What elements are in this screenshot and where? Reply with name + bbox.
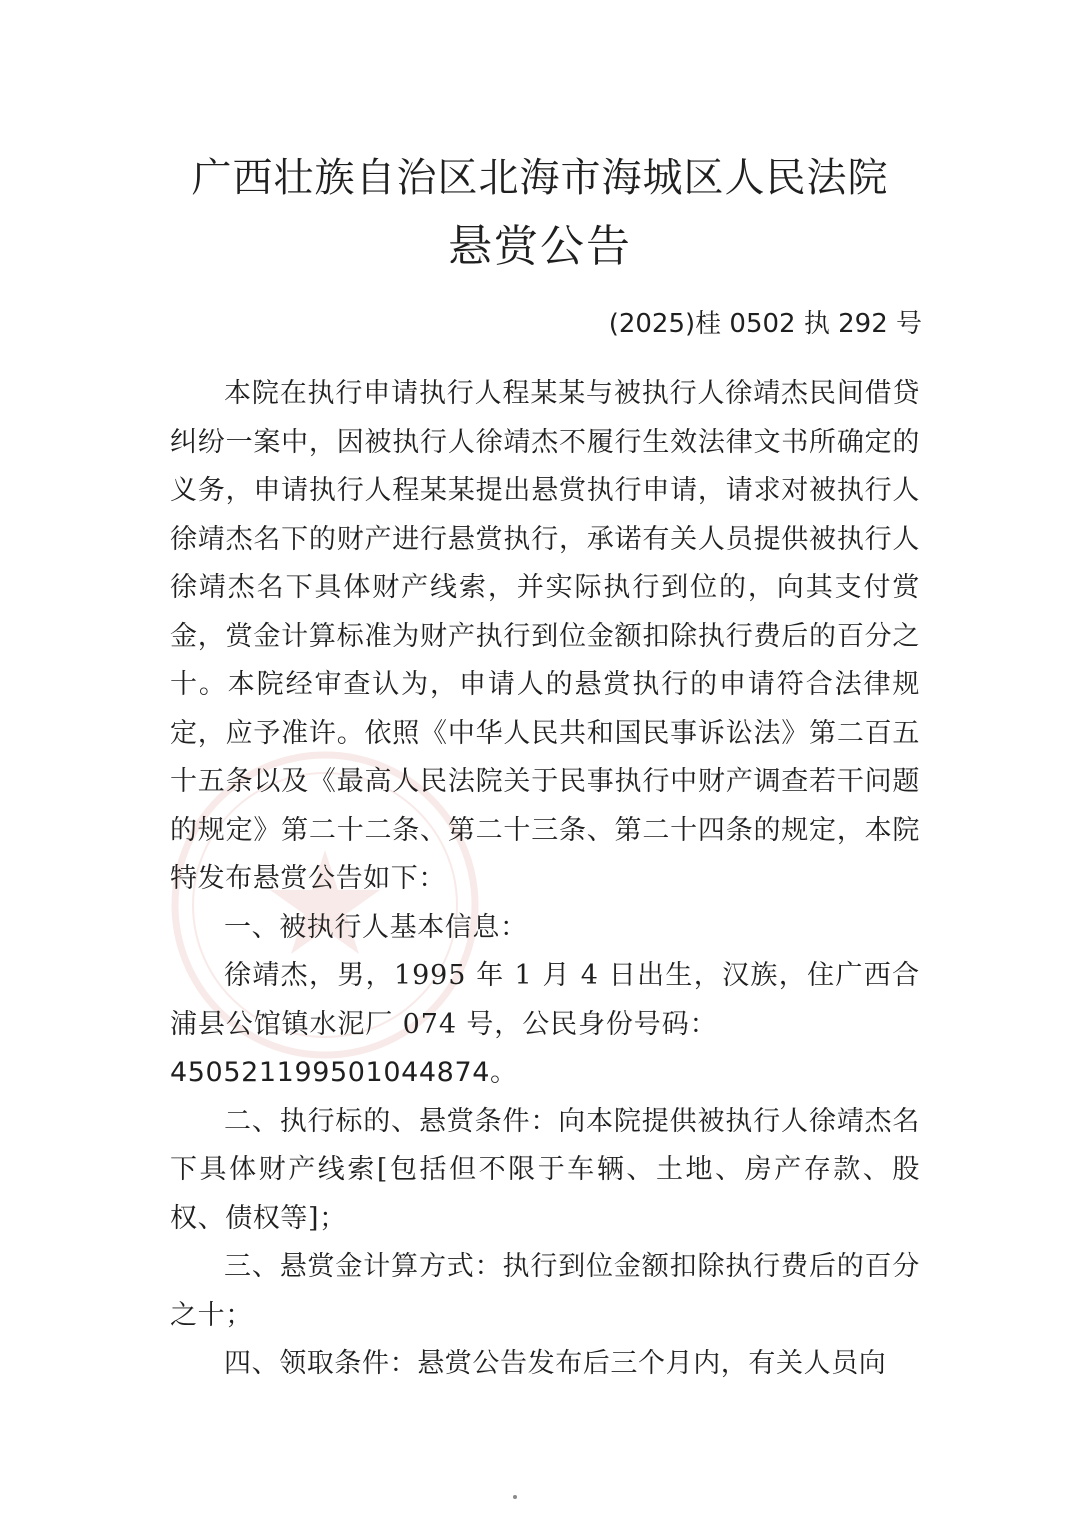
page-speck: [513, 1495, 517, 1499]
document-title: 悬赏公告: [448, 221, 632, 272]
debtor-details: 徐靖杰，男，1995 年 1 月 4 日出生，汉族，住广西合浦县公馆镇水泥厂 074 号，公民身份号码：: [170, 960, 920, 1040]
section-reward-calculation: 三、悬赏金计算方式：执行到位金额扣除执行费后的百分之十；: [170, 1251, 920, 1331]
id-number-value: 450521199501044874。: [170, 1057, 518, 1088]
intro-paragraph: 本院在执行申请执行人程某某与被执行人徐靖杰民间借贷纠纷一案中，因被执行人徐靖杰不履行生效法律文书所确定的义务，申请执行人程某某提出悬赏执行申请，请求对被执行人徐靖杰名下的财产进行悬赏执行，承诺有关人员提供被执行人徐靖杰名下具体财产线索，并实际执行到位的，向其支付赏金，赏金计算标准为财产执行到位金额扣除执行费后的百分之十。本院经审查认为，申请人的悬赏执行的申请符合法律规定，应予准许。依照《中华人民共和国民事诉讼法》第二百五十五条以及《最高人民法院关于民事执行中财产调查若干问题的规定》第二十二条、第二十三条、第二十四条的规定，本院特发布悬赏公告如下：: [170, 378, 920, 894]
debtor-id-number: [170, 1049, 920, 1098]
case-number: (2025)桂 0502 执 292 号: [608, 309, 922, 339]
notice-body: [170, 370, 920, 1389]
court-name: 广西壮族自治区北海市海城区人民法院: [191, 155, 889, 201]
section-reward-conditions: 二、执行标的、悬赏条件：向本院提供被执行人徐靖杰名下具体财产线索[包括但不限于车辆、土地、房产存款、股权、债权等]；: [170, 1105, 920, 1234]
section-heading-debtor-info: 一、被执行人基本信息：: [224, 911, 528, 943]
section-claim-conditions: 四、领取条件：悬赏公告发布后三个月内，有关人员向: [224, 1348, 887, 1379]
